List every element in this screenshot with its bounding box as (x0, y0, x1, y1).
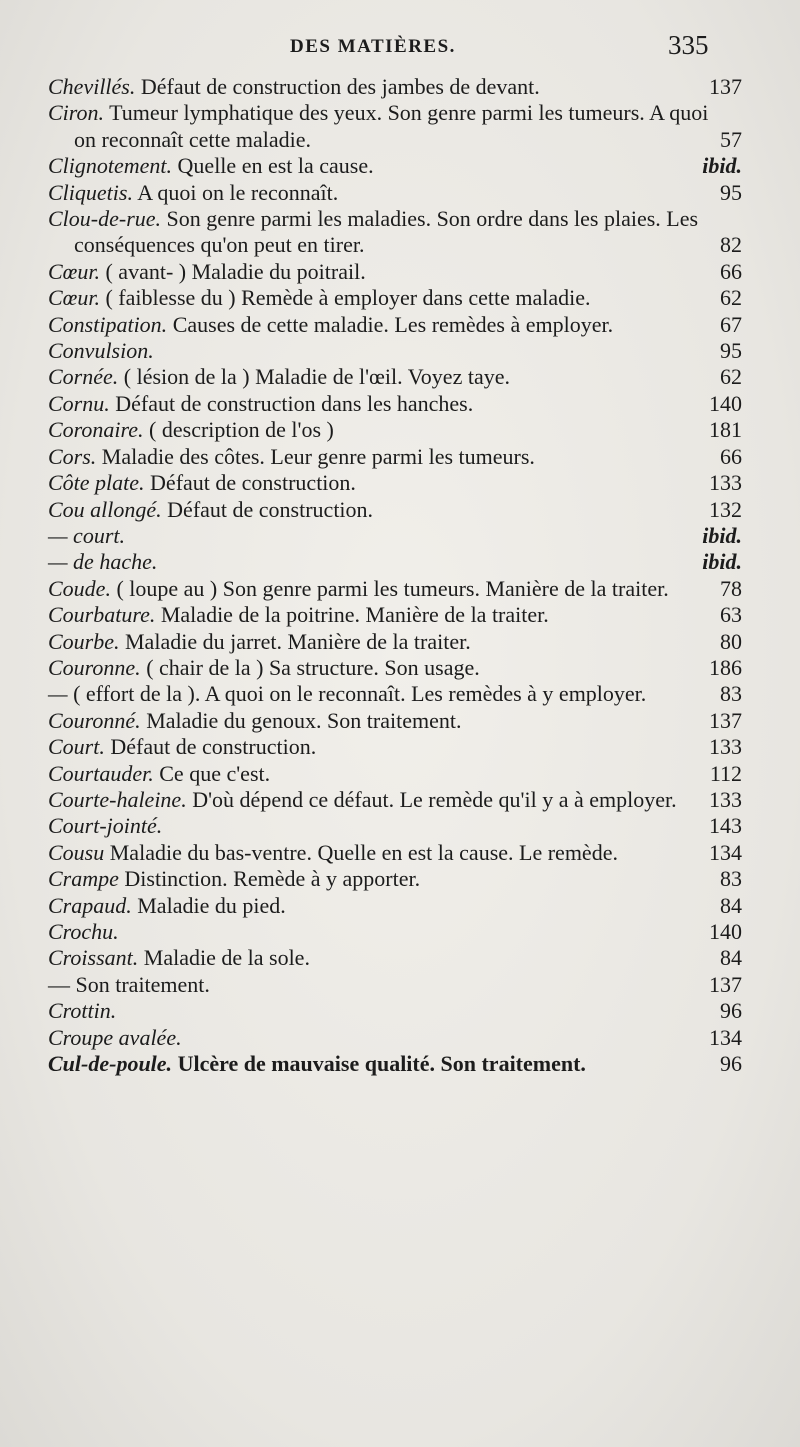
entry-term: Cornée. (48, 364, 119, 390)
entry-term: Ciron. (48, 100, 105, 126)
entry-term: Crampe (48, 866, 119, 892)
entry-page: 95 (720, 179, 742, 205)
entry-page: 96 (720, 998, 742, 1024)
entry-term: Crochu. (48, 919, 119, 944)
entry-term: — (48, 681, 68, 707)
entry-text: Défaut de construction dans les hanches. (109, 390, 474, 416)
entry-text: ( chair de la ) Sa structure. Son usage. (140, 654, 480, 680)
index-entry (0, 734, 800, 760)
entry-page: 140 (709, 390, 742, 416)
index-entry (0, 1025, 800, 1051)
entry-page: 62 (720, 364, 742, 390)
index-entry (0, 840, 800, 866)
index-entry (0, 945, 800, 971)
index-entry (0, 391, 800, 417)
entry-text: Son genre parmi les maladies. Son ordre dans les plaies. Les conséquences qu'on peut en tirer. (74, 206, 699, 258)
index-entry (0, 74, 800, 100)
entry-term: Cornu. (48, 390, 110, 416)
entry-text: Ce que c'est. (153, 760, 271, 786)
entry-term: — de hache. (48, 549, 158, 575)
entry-page: 66 (720, 443, 742, 469)
entry-term: Couronne. (48, 654, 141, 680)
index-entry (0, 681, 800, 707)
index-entry (0, 813, 800, 839)
index-entry (0, 497, 800, 523)
entry-page: 137 (709, 74, 742, 99)
entry-page: 140 (709, 919, 742, 944)
entry-term: — Son traitement. (48, 971, 210, 997)
entry-text: ( effort de la ). A quoi on le reconnaît. Les remèdes à y employer. (67, 681, 647, 707)
index-entry (0, 444, 800, 470)
entry-term: Courbe. (48, 628, 120, 654)
entry-term: Clignotement. (48, 153, 173, 179)
entry-page: 95 (720, 338, 742, 364)
entry-term: Clou-de-rue. (48, 206, 162, 232)
index-entry (0, 549, 800, 575)
entry-term: Cliquetis. (48, 179, 133, 205)
entry-text: Défaut de construction. (104, 734, 317, 760)
index-entry (0, 259, 800, 285)
index-entry (0, 893, 800, 919)
entry-text: Défaut de construction. (161, 496, 374, 522)
entry-term: Courbature. (48, 602, 156, 628)
running-title: DES MATIÈRES. (290, 36, 456, 57)
index-entry (0, 206, 800, 259)
entry-page: 84 (720, 892, 742, 918)
index-entry (0, 153, 800, 179)
entry-page: 63 (720, 602, 742, 628)
entry-text: ( faiblesse du ) Remède à employer dans cette maladie. (99, 285, 591, 311)
entry-page: 137 (709, 707, 742, 733)
entry-text: ( avant- ) Maladie du poitrail. (99, 258, 366, 284)
index-entry (0, 312, 800, 338)
entry-page: 133 (709, 470, 742, 496)
entry-term: Cœur. (48, 258, 100, 284)
entry-page: 143 (709, 813, 742, 839)
entry-term: Court. (48, 734, 105, 760)
entry-text: A quoi on le reconnaît. (132, 179, 339, 205)
entry-page: 186 (709, 654, 742, 680)
entry-text: Maladie du pied. (131, 892, 286, 918)
index-entries (0, 74, 800, 1077)
entry-term: Courtauder. (48, 760, 154, 786)
entry-page: ibid. (702, 549, 742, 575)
entry-text: Maladie de la sole. (138, 945, 310, 971)
index-entry (0, 180, 800, 206)
entry-text: D'où dépend ce défaut. Le remède qu'il y a à employer. (186, 786, 677, 812)
page-number: 335 (668, 30, 709, 60)
index-entry (0, 972, 800, 998)
index-entry (0, 998, 800, 1024)
index-entry (0, 919, 800, 945)
entry-term: Courte-haleine. (48, 786, 187, 812)
entry-page: 134 (709, 1024, 742, 1050)
entry-term: Constipation. (48, 311, 168, 337)
index-entry (0, 285, 800, 311)
entry-page: ibid. (702, 522, 742, 548)
entry-term: Crapaud. (48, 892, 132, 918)
entry-page: 57 (720, 126, 742, 152)
entry-page: 133 (709, 734, 742, 760)
entry-page: 96 (720, 1051, 742, 1077)
page-header (0, 30, 800, 70)
entry-term: Crottin. (48, 998, 117, 1024)
entry-page: ibid. (702, 153, 742, 179)
entry-text: ( description de l'os ) (143, 417, 334, 443)
index-entry (0, 1051, 800, 1077)
entry-term: Côte plate. (48, 470, 145, 496)
entry-page: 83 (720, 681, 742, 707)
index-entry (0, 629, 800, 655)
entry-page: 62 (720, 285, 742, 311)
entry-text: Maladie de la poitrine. Manière de la traiter. (155, 602, 549, 628)
entry-text: Maladie des côtes. Leur genre parmi les tumeurs. (96, 443, 535, 469)
entry-text: Ulcère de mauvaise qualité. Son traitement. (172, 1051, 586, 1077)
entry-text: ( lésion de la ) Maladie de l'œil. Voyez taye. (118, 364, 510, 390)
index-entry (0, 364, 800, 390)
entry-page: 67 (720, 311, 742, 337)
entry-text: Défaut de construction. (144, 470, 356, 496)
entry-page: 137 (709, 971, 742, 997)
entry-text: Quelle en est la cause. (172, 153, 374, 179)
entry-term: Cou allongé. (48, 496, 162, 522)
entry-text: Maladie du bas-ventre. Quelle en est la cause. Le remède. (104, 839, 618, 865)
entry-page: 133 (709, 786, 742, 812)
entry-text: Distinction. Remède à y apporter. (118, 866, 421, 892)
index-entry (0, 655, 800, 681)
entry-term: Court-jointé. (48, 813, 163, 839)
entry-term: Cul-de-poule. (48, 1051, 173, 1077)
entry-term: Cousu (48, 839, 105, 865)
index-entry (0, 470, 800, 496)
entry-term: Cœur. (48, 285, 100, 311)
entry-term: Couronné. (48, 707, 141, 733)
entry-text: Tumeur lymphatique des yeux. Son genre parmi les tumeurs. A quoi on reconnaît cette maladie. (74, 100, 709, 152)
index-entry (0, 602, 800, 628)
entry-term: Convulsion. (48, 338, 154, 364)
index-entry (0, 708, 800, 734)
index-entry (0, 417, 800, 443)
entry-text: Maladie du genoux. Son traitement. (140, 707, 462, 733)
entry-page: 80 (720, 628, 742, 654)
index-entry (0, 866, 800, 892)
entry-text: Défaut de construction des jambes de devant. (135, 74, 540, 99)
entry-page: 66 (720, 258, 742, 284)
entry-page: 83 (720, 866, 742, 892)
index-entry (0, 523, 800, 549)
entry-page: 134 (709, 839, 742, 865)
index-entry (0, 338, 800, 364)
entry-text: Maladie du jarret. Manière de la traiter. (119, 628, 471, 654)
entry-term: Chevillés. (48, 74, 136, 99)
index-entry (0, 576, 800, 602)
entry-page: 132 (709, 496, 742, 522)
index-entry (0, 100, 800, 153)
entry-text: Causes de cette maladie. Les remèdes à employer. (167, 311, 614, 337)
entry-page: 82 (720, 232, 742, 258)
entry-page: 112 (709, 760, 742, 786)
entry-term: Coronaire. (48, 417, 144, 443)
entry-term: Croupe avalée. (48, 1024, 182, 1050)
entry-text: ( loupe au ) Son genre parmi les tumeurs. Manière de la traiter. (110, 575, 669, 601)
entry-term: Croissant. (48, 945, 139, 971)
entry-term: — court. (48, 522, 125, 548)
entry-page: 78 (720, 575, 742, 601)
index-entry (0, 761, 800, 787)
index-entry (0, 787, 800, 813)
entry-page: 181 (709, 417, 742, 443)
entry-term: Cors. (48, 443, 97, 469)
entry-term: Coude. (48, 575, 111, 601)
entry-page: 84 (720, 945, 742, 971)
